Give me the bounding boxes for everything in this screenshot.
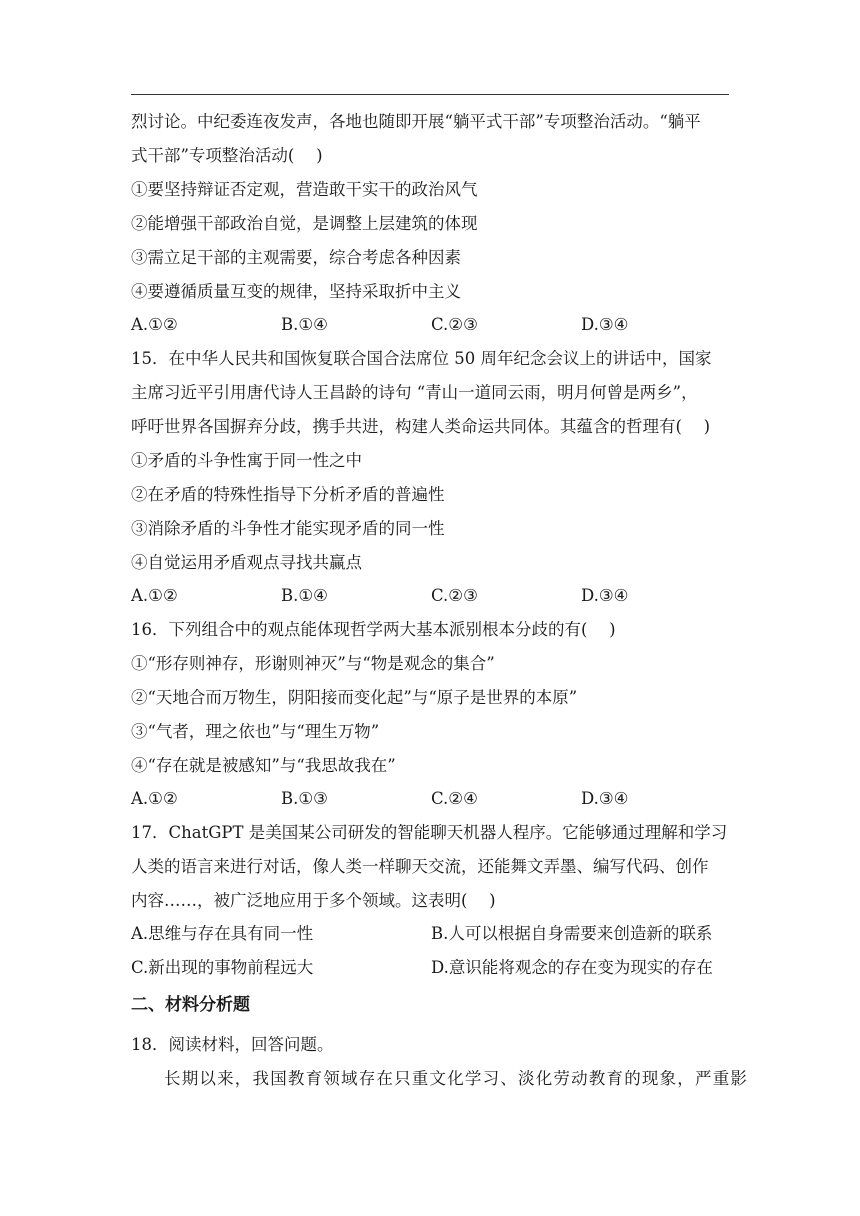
q18-stem-line-1: 18．阅读材料，回答问题。: [131, 1035, 334, 1054]
q14-option-b: B.①④: [281, 315, 328, 334]
q16-item-2: ②“天地合而万物生，阴阳接而变化起”与“原子是世界的本原”: [131, 688, 578, 707]
q14-option-a: A.①②: [131, 315, 178, 334]
q15-stem-line-3: 呼吁世界各国摒弃分歧，携手共进，构建人类命运共同体。其蕴含的哲理有( ): [131, 417, 711, 436]
q17-stem-line-1: 17．ChatGPT 是美国某公司研发的智能聊天机器人程序。它能够通过理解和学习: [131, 823, 728, 842]
q15-option-a: A.①②: [131, 586, 178, 605]
q15-stem-line-2: 主席习近平引用唐代诗人王昌龄的诗句 “青山一道同云雨，明月何曾是两乡”，: [131, 383, 698, 402]
q16-stem-line-1: 16．下列组合中的观点能体现哲学两大基本派别根本分歧的有( ): [131, 620, 616, 639]
q17-stem-line-2: 人类的语言来进行对话，像人类一样聊天交流，还能舞文弄墨、编写代码、创作: [131, 857, 709, 876]
q16-item-3: ③“气者，理之依也”与“理生万物”: [131, 722, 380, 741]
q14-item-4: ④要遵循质量互变的规律，坚持采取折中主义: [131, 282, 461, 301]
q16-item-4: ④“存在就是被感知”与“我思故我在”: [131, 756, 396, 775]
q14-option-d: D.③④: [581, 315, 629, 334]
header-rule: [131, 94, 729, 95]
section-heading: 二、材料分析题: [131, 995, 250, 1015]
q16-option-d: D.③④: [581, 789, 629, 808]
q15-option-c: C.②③: [431, 586, 478, 605]
q15-item-4: ④自觉运用矛盾观点寻找共赢点: [131, 553, 362, 572]
q16-option-b: B.①③: [281, 789, 328, 808]
q16-option-a: A.①②: [131, 789, 178, 808]
q17-option-c: C.新出现的事物前程远大: [131, 958, 314, 977]
q14-continuation-line-1: 烈讨论。中纪委连夜发声，各地也随即开展“躺平式干部”专项整治活动。“躺平: [131, 112, 701, 131]
q17-option-b: B.人可以根据自身需要来创造新的联系: [431, 924, 713, 943]
q14-continuation-line-2: 式干部”专项整治活动( ): [131, 146, 323, 165]
q15-item-3: ③消除矛盾的斗争性才能实现矛盾的同一性: [131, 519, 445, 538]
q15-item-1: ①矛盾的斗争性寓于同一性之中: [131, 451, 362, 470]
q17-option-d: D.意识能将观念的存在变为现实的存在: [431, 958, 713, 977]
q14-item-2: ②能增强干部政治自觉，是调整上层建筑的体现: [131, 214, 478, 233]
q15-option-d: D.③④: [581, 586, 629, 605]
q15-stem-line-1: 15．在中华人民共和国恢复联合国合法席位 50 周年纪念会议上的讲话中，国家: [131, 349, 712, 368]
q16-item-1: ①“形存则神存，形谢则神灭”与“物是观念的集合”: [131, 654, 495, 673]
q15-item-2: ②在矛盾的特殊性指导下分析矛盾的普遍性: [131, 485, 445, 504]
q17-stem-line-3: 内容……，被广泛地应用于多个领域。这表明( ): [131, 891, 496, 910]
q14-item-3: ③需立足干部的主观需要，综合考虑各种因素: [131, 248, 461, 267]
q14-item-1: ①要坚持辩证否定观，营造敢干实干的政治风气: [131, 180, 478, 199]
q15-option-b: B.①④: [281, 586, 328, 605]
q17-option-a: A.思维与存在具有同一性: [131, 924, 314, 943]
q16-option-c: C.②④: [431, 789, 478, 808]
q18-material-line-1: 长期以来，我国教育领域存在只重文化学习、淡化劳动教育的现象，严重影: [164, 1069, 749, 1088]
q14-option-c: C.②③: [431, 315, 478, 334]
